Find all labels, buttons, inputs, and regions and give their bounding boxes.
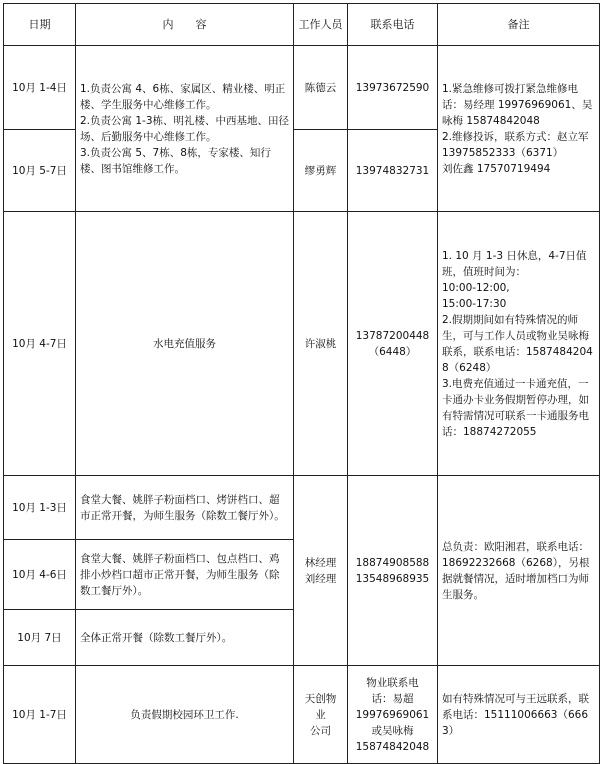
phone-line: 话：易超: [371, 692, 414, 705]
phone-cell: [348, 476, 438, 666]
note-line: 1. 10 月 1-3 日休息，4-7日值班，值班时间为：: [442, 249, 587, 278]
note-line: 刘佐鑫 17570719494: [442, 162, 551, 175]
staff-line: 业: [315, 708, 326, 721]
date-cell: 10月 5-7日: [4, 130, 76, 212]
phone-line: 或吴咏梅: [371, 724, 414, 737]
staff-line: 林经理: [304, 556, 337, 569]
content-line: 3.负责公寓 5、7栋、8栋，专家楼、知行楼、图书馆维修工作。: [80, 146, 271, 175]
phone-line: 18874908588: [355, 556, 430, 569]
staff-cell: 缪勇辉: [294, 130, 348, 212]
staff-cell: [294, 476, 348, 666]
note-line: 2.维修投诉，联系方式：赵立军 13975852333（6371）: [442, 130, 589, 159]
header-date: 日期: [4, 4, 76, 46]
table-row: [4, 212, 600, 476]
notes-cell: 总负责：欧阳湘君，联系电话：18692232668（6268），另根据就餐情况，适时增加档口为师生服务。: [438, 476, 600, 666]
staff-cell: 许淑桃: [294, 212, 348, 476]
staff-line: 刘经理: [304, 572, 337, 585]
date-cell: 10月 1-4日: [4, 46, 76, 130]
note-line: 15:00-17:30: [442, 297, 507, 310]
phone-line: 13548968935: [355, 572, 430, 585]
phone-line: 13787200448: [355, 329, 430, 342]
header-staff: 工作人员: [294, 4, 348, 46]
header-row: [4, 4, 600, 46]
phone-cell: 13973672590: [348, 46, 438, 130]
header-phone: 联系电话: [348, 4, 438, 46]
note-line: 2.假期期间如有特殊情况的师生，可与工作人员或物业吴咏梅联系，联系电话：15874842048（6248）: [442, 313, 593, 374]
notes-cell: [438, 212, 600, 476]
header-content: 内 容: [76, 4, 294, 46]
table-row: [4, 476, 600, 540]
date-cell: 10月 4-6日: [4, 540, 76, 610]
note-line: 10:00-12:00,: [442, 281, 510, 294]
phone-cell: [348, 666, 438, 764]
content-cell: 水电充值服务: [76, 212, 294, 476]
header-notes: 备注: [438, 4, 600, 46]
date-cell: 10月 1-7日: [4, 666, 76, 764]
phone-cell: [348, 212, 438, 476]
phone-line: 物业联系电: [366, 676, 419, 689]
note-line: 1.紧急维修可拨打紧急维修电话：易经理 19976969061、吴咏梅 15874842048: [442, 82, 593, 127]
date-cell: 10月 4-7日: [4, 212, 76, 476]
staff-line: 公司: [310, 724, 331, 737]
content-cell: 食堂大餐、姚胖子粉面档口、烤饼档口、超市正常开餐，为师生服务（除数工餐厅外）。: [76, 476, 294, 540]
content-line: 2.负责公寓 1-3栋、明礼楼、中西基地、田径场、后勤服务中心维修工作。: [80, 114, 290, 143]
date-cell: 10月 1-3日: [4, 476, 76, 540]
phone-cell: 13974832731: [348, 130, 438, 212]
date-cell: 10月 7日: [4, 610, 76, 666]
phone-line: 19976969061: [355, 708, 430, 721]
staff-cell: [294, 666, 348, 764]
notes-cell: [438, 46, 600, 212]
staff-line: 天创物: [304, 692, 337, 705]
content-cell: 全体正常开餐（除数工餐厅外）。: [76, 610, 294, 666]
content-cell: [76, 46, 294, 212]
content-line: 1.负责公寓 4、6栋、家属区、精业楼、明正楼、学生服务中心维修工作。: [80, 82, 286, 111]
holiday-service-table: [3, 3, 600, 764]
phone-line: 15874842048: [355, 740, 430, 753]
content-cell: 食堂大餐、姚胖子粉面档口、包点档口、鸡排小炒档口超市正常开餐，为师生服务（除数工餐厅外）。: [76, 540, 294, 610]
content-cell: 负责假期校园环卫工作.: [76, 666, 294, 764]
phone-line: （6448）: [368, 345, 417, 358]
table-row: [4, 46, 600, 130]
staff-cell: 陈德云: [294, 46, 348, 130]
table-row: [4, 666, 600, 764]
note-line: 3.电费充值通过一卡通充值，一卡通办卡业务假期暂停办理，如有特需情况可联系一卡通服务电话：18874272055: [442, 377, 589, 438]
notes-cell: 如有特殊情况可与王远联系，联系电话：15111006663（6663）: [438, 666, 600, 764]
